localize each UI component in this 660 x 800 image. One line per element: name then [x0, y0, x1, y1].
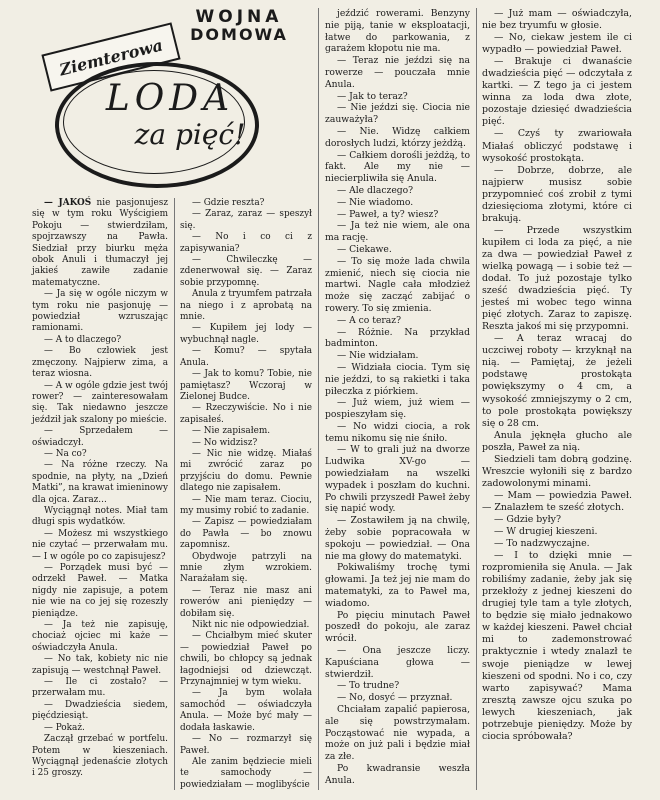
- paragraph: — Nie zapisałem.: [192, 426, 271, 437]
- section-title: [164, 8, 314, 44]
- paragraph: — Teraz nie jeździ się na rowerze — pouczała mnie Anula.: [325, 55, 470, 90]
- paragraph: — Nie. Widzę całkiem dorosłych ludzi, którzy jeżdżą.: [325, 125, 470, 149]
- paragraph: — Rzeczywiście. No i nie zapisałeś.: [180, 403, 312, 425]
- paragraph: — No, dosyć — przyznał.: [337, 692, 453, 704]
- paragraph: — Na co?: [44, 448, 87, 459]
- paragraph: — No tak, kobiety nic nie zapisują — westchnął Paweł.: [32, 654, 168, 676]
- paragraph: — Nie mam teraz. Ciociu, my musimy robić to zadanie.: [180, 494, 312, 516]
- section-title-line2: DOMOWA: [190, 25, 288, 44]
- paragraph: — Sprzedałem — oświadczył.: [32, 426, 168, 448]
- paragraph: — Gdzie reszta?: [192, 198, 265, 208]
- paragraph: — A w ogóle gdzie jest twój rower? — zainteresowałam się. Tak niedawno jeszcze jeździł jak szalony po mieście.: [32, 380, 168, 425]
- paragraph: — Różnie. Na przykład badminton.: [325, 326, 470, 350]
- paragraph: — JAKOŚ nie pasjonujesz się w tym roku Wyścigiem Pokoju — stwierdziłam, spojrzawszy na Pawła. Siedział przy biurku męża obok Anuli i tłumaczył jej jakieś zawiłe zadanie matematyczne.: [32, 198, 168, 288]
- paragraph: — No, ciekaw jestem ile ci wypadło — powiedział Paweł.: [482, 32, 632, 56]
- paragraph: — No — rozmarzył się Paweł.: [180, 734, 312, 756]
- paragraph: — Gdzie były?: [494, 513, 561, 525]
- paragraph: — Już wiem, już wiem — pospieszyłam się.: [325, 397, 470, 421]
- paragraph: jeździć rowerami. Benzyny nie piją, tanie w eksploatacji, łatwe do parkowania, z garażem kłopotu nie ma.: [325, 8, 470, 55]
- paragraph: — Ja się w ogóle niczym w tym roku nie pasjonuję — powiedział wzruszając ramionami.: [32, 289, 168, 334]
- paragraph: — Już mam — oświadczyła, nie bez tryumfu w głosie.: [482, 8, 632, 32]
- paragraph: Po kwadransie weszła Anula.: [325, 763, 470, 786]
- paragraph: — Dobrze, dobrze, ale najpierw musisz sobie przypomnieć coś zrobił z tymi dziesięcioma złotymi, które ci brakują.: [482, 164, 632, 224]
- paragraph: — Ja bym wolała samochód — oświadczyła Anula. — Może być mały — dodała łaskawie.: [180, 688, 312, 733]
- paragraph: — Ja też nie wiem, ale ona ma rację.: [325, 220, 470, 244]
- paragraph: — Nie jeździ się. Ciocia nie zauważyła?: [325, 102, 470, 126]
- paragraph: Nikt nic nie odpowiedział.: [192, 620, 310, 631]
- paragraph: Pokiwaliśmy trochę tymi głowami. Ja też jej nie mam do matematyki, za to Paweł ma, wiadomo.: [325, 562, 470, 609]
- article-title: LODA: [105, 78, 235, 119]
- paragraph: — Teraz nie masz ani rowerów ani pieniędzy — dobiłam się.: [180, 585, 312, 619]
- paragraph: — Mam — powiedzia Paweł. — Znalazłem te sześć złotych.: [482, 489, 632, 513]
- paragraph: — Ona jeszcze liczy. Kapuściana głowa — stwierdził.: [325, 645, 470, 680]
- paragraph: — A to dlaczego?: [44, 334, 122, 345]
- text-column-3: [325, 8, 470, 787]
- paragraph: Anula jęknęła głucho ale poszła, Paweł za nią.: [482, 429, 632, 453]
- paragraph: — W to grali już na dworze Ludwika XV-go — powiedziałam na wszelki wypadek i poszłam do kuchni. Po chwili przyszedł Paweł żeby się napić wody.: [325, 444, 470, 515]
- paragraph: Siedzieli tam dobrą godzinę. Wreszcie wyłoniłi się z bardzo zadowolonymi minami.: [482, 453, 632, 489]
- paragraph: — Pokaż.: [44, 722, 85, 733]
- article-title-line2: za pięć!: [134, 118, 246, 151]
- paragraph: — Zapisz — powiedziałam do Pawła — bo znowu zapomnisz.: [180, 517, 312, 551]
- paragraph: — Całkiem dorośli jeżdżą, to fakt. Ale my nie — niecierpliwiła się Anula.: [325, 149, 470, 185]
- text-column-4: [482, 8, 632, 743]
- column-rule: [476, 8, 477, 790]
- paragraph: — Jak to teraz?: [337, 90, 408, 102]
- paragraph: Ale zanim będziecie mieli te samochody — powiedziałam — moglibyście: [180, 756, 312, 790]
- author-banner: Ziemterowa: [41, 22, 180, 91]
- paragraph: — Czyś ty zwariowała Miałaś obliczyć podstawę i wysokość prostokąta.: [482, 128, 632, 164]
- paragraph: — Zostawiłem ją na chwilę, żeby sobie popracowała w spokoju — powiedział. — Ona nie ma głowy do matematyki.: [325, 515, 470, 562]
- paragraph: — Chciałbym mieć skuter — powiedział Paweł po chwili, bo chłopcy są jednak łagodniejsi od dziewcząt. Przynajmniej w tym wieku.: [180, 631, 312, 688]
- paragraph: — Nie wiadomo.: [337, 196, 414, 208]
- paragraph: — To trudne?: [337, 680, 400, 692]
- paragraph: — Nie widziałam.: [337, 350, 419, 362]
- paragraph: — Paweł, a ty? wiesz?: [337, 208, 439, 220]
- paragraph: — Brakuje ci dwanaście dwadzieścia pięć — odczytała z kartki. — Z tego ja ci jestem winna za loda dwa złote, pozostaje dziesięć dwadzieścia pięć.: [482, 56, 632, 128]
- paragraph: — Dwadzieścia siedem, pięćdziesiąt.: [32, 699, 168, 722]
- paragraph: — Komu? — spytała Anula.: [180, 346, 312, 368]
- column-rule: [318, 8, 319, 790]
- paragraph: — Zaraz, zaraz — speszył się.: [180, 209, 312, 231]
- paragraph: — No widzi ciocia, a rok temu nikomu się nie śniło.: [325, 420, 470, 444]
- paragraph: Zaczął grzebać w portfelu. Potem w kieszeniach. Wyciągnął jedenaście złotych i 25 groszy.: [32, 734, 168, 779]
- paragraph: — Przede wszystkim kupiłem ci loda za pięć, a nie za dwa — powiedział Paweł z wielką powagą — i sobie też — dodał. To już pozostaje tylko sześć dwadzieścia pięć. Ty jesteś mi wobec tego winna pięć złotych. Zaraz to zapiszę. Reszta jakoś mi się przypomni.: [482, 224, 632, 333]
- paragraph: — Kupiłem jej lody — wybuchnął nagle.: [180, 323, 312, 345]
- paragraph: — Widziała ciocia. Tym się nie jeździ, to są rakietki i taka piłeczka z piórkiem.: [325, 361, 470, 397]
- paragraph: — To się może lada chwila zmienić, niech się ciocia nie martwi. Nagle cała młodzież może się zacząć zabijać o rowery. To się zmienia.: [325, 255, 470, 314]
- paragraph: — Możesz mi wszystkiego nie czytać — przerwałam mu. — I w ogóle po co zapisujesz?: [32, 528, 168, 562]
- paragraph: — Ja też nie zapisuję, chociaż ojciec mi każe — oświadczyła Anula.: [32, 620, 168, 653]
- paragraph: — Ile ci zostało? — przerwałam mu.: [32, 677, 168, 699]
- paragraph: Obydwoje patrzyli na mnie złym wzrokiem. Narażałam się.: [180, 551, 312, 585]
- paragraph: — Nic nie widzę. Miałaś mi zwrócić zaraz po przyjściu do domu. Pewnie dlatego nie zapisałem.: [180, 448, 312, 494]
- paragraph: — A teraz wracaj do uczciwej roboty — krzyknął na nią. — Pamiętaj, że jeżeli podstawę prostokąta powiększymy o 4 cm, a wysokość zmniejszymy o 2 cm, to pole prostokąta powiększy się o 28 cm.: [482, 333, 632, 429]
- text-column-2: [180, 198, 312, 791]
- column-rule: [174, 198, 175, 790]
- paragraph: — Jak to komu? Tobie, nie pamiętasz? Wczoraj w Zielonej Budce.: [180, 369, 312, 402]
- paragraph: — A co teraz?: [337, 314, 402, 326]
- paragraph: — Ciekawe.: [337, 243, 392, 255]
- paragraph: — I to dzięki mnie — rozpromieniła się Anula. — Jak robiliśmy zadanie, żeby jak się przekłoży z jednej kieszeni do drugiej tyle tam a tyle złotych, to będzie się miało jednakowo w każdej kieszeni. Paweł chciał mi to zademonstrować praktycznie i wtedy znalazł te swoje pieniądze w lewej kieszeni od spodni. No i co, czy warto zapisywać? Mama zresztą zawsze ojcu szuka po lewych kieszeniach, jak potrzebuje pieniędzy. Może by ciocia spróbowała?: [482, 550, 632, 742]
- section-title-line1: WOJNA: [195, 7, 283, 27]
- paragraph: — Bo człowiek jest zmęczony. Najpierw zima, a teraz wiosna.: [32, 346, 168, 380]
- paragraph: — Porządek musi być — odrzekł Paweł. — Matka nigdy nie zapisuje, a potem nie wie na co jej się rozeszły pieniądze.: [32, 563, 168, 619]
- paragraph: — No i co ci z zapisywania?: [180, 232, 312, 254]
- paragraph: — To nadzwyczajne.: [494, 538, 590, 550]
- text-column-1: [32, 198, 168, 780]
- paragraph: Anula z tryumfem patrzała na niego i z aprobatą na mnie.: [180, 289, 312, 323]
- paragraph: — Na różne rzeczy. Na spodnie, na płyty, na „Dzień Matki”, na krawat imieninowy dla ojca. Zaraz...: [32, 460, 168, 505]
- paragraph: — W drugiej kieszeni.: [494, 526, 598, 538]
- paragraph: Chciałam zapalić papierosa, ale się powstrzymałam. Począstować nie wypada, a może on już pali i będzie miał za złe.: [325, 704, 470, 763]
- paragraph: — No widzisz?: [192, 437, 258, 448]
- paragraph: Wyciągnął notes. Miał tam długi spis wydatków.: [32, 505, 168, 528]
- paragraph: — Chwileczkę — zdenerwował się. — Zaraz sobie przypomnę.: [180, 255, 312, 288]
- paragraph: Po pięciu minutach Paweł poszedł do pokoju, ale zaraz wrócił.: [325, 609, 470, 645]
- paragraph: — Ale dlaczego?: [337, 184, 414, 196]
